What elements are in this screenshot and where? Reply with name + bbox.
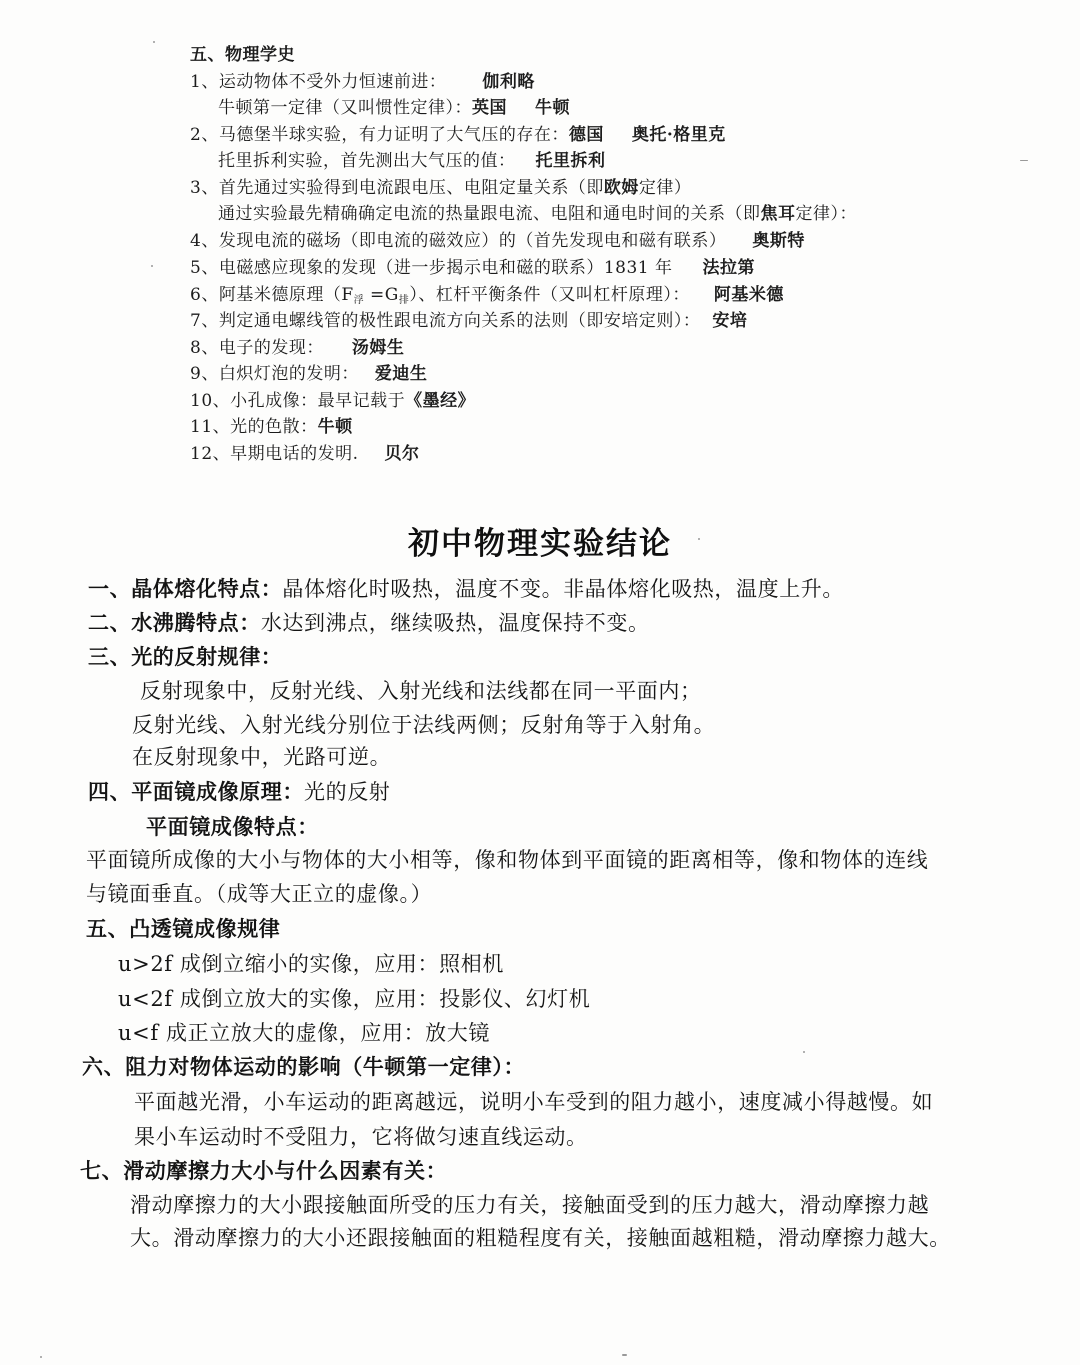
item-text: 托里拆利实验，首先测出大气压的值：: [218, 151, 516, 171]
scan-speck: [803, 1051, 805, 1053]
item-number: 6、: [190, 285, 219, 305]
scientist-name: 贝尔: [384, 444, 420, 464]
history-heading: 五、物理学史: [190, 45, 295, 65]
history-item-8: [190, 337, 404, 359]
item-text: 首先通过实验得到电流跟电压、电阻定量关系（即: [218, 178, 604, 198]
history-item-11: [190, 416, 353, 438]
book-name: 《墨经》: [405, 391, 476, 411]
history-item-1: [190, 71, 535, 93]
scan-speck: [153, 41, 155, 43]
history-item-7: [190, 310, 747, 332]
item-number: 10、: [190, 391, 231, 411]
scientist-name: 托里拆利: [535, 151, 606, 171]
scan-speck: [40, 1356, 42, 1358]
item-text: 运动物体不受外力恒速前进：: [218, 72, 447, 92]
subscript: 排: [398, 295, 410, 306]
item-text: 光的色散：: [230, 417, 318, 437]
scientist-name: 焦耳: [760, 204, 796, 224]
scientist-name: 阿基米德: [713, 285, 784, 305]
page-title: 初中物理实验结论: [408, 526, 672, 562]
section-4-line: 与镜面垂直。（成等大正立的虚像。）: [86, 882, 433, 906]
section-body: 光的反射: [304, 780, 391, 804]
item-tail: 定律）：: [795, 204, 857, 224]
section-heading: 七、滑动摩擦力大小与什么因素有关：: [80, 1158, 448, 1183]
scientist-name: 牛顿: [317, 417, 353, 437]
item-text: 阿基米德原理（F: [218, 285, 354, 305]
item-text: 早期电话的发明.: [230, 444, 359, 464]
history-item-2: [190, 124, 726, 146]
section-heading: 五、凸透镜成像规律: [86, 916, 281, 941]
section-6: [82, 1053, 525, 1081]
section-3-line: 反射现象中，反射光线、入射光线和法线都在同一平面内；: [140, 679, 702, 703]
scientist-name: 爱迪生: [374, 364, 428, 384]
scientist-name: 奥托·格里克: [631, 125, 726, 145]
section-body: 水达到沸点，继续吸热，温度保持不变。: [260, 611, 650, 635]
item-number: 4、: [190, 231, 219, 251]
section-5: [86, 915, 280, 943]
item-number: 7、: [190, 311, 219, 331]
item-text: 白炽灯泡的发明：: [218, 364, 359, 384]
scan-speck: [151, 265, 153, 267]
subheading: 平面镜成像特点：: [146, 814, 319, 839]
item-text: 牛顿第一定律（又叫惯性定律）：: [218, 98, 472, 118]
country-name: 德国: [568, 125, 604, 145]
section-7-line: 滑动摩擦力的大小跟接触面所受的压力有关，接触面受到的压力越大，滑动摩擦力越: [130, 1193, 930, 1217]
section-3-line: 在反射现象中，光路可逆。: [132, 745, 392, 769]
item-number: 5、: [190, 258, 219, 278]
subscript: 浮: [353, 295, 365, 306]
section-6-line: 平面越光滑，小车运动的距离越远，说明小车受到的阻力越小，速度减小得越慢。如: [134, 1090, 934, 1114]
history-item-10: [190, 390, 475, 412]
item-text: 小孔成像：最早记载于: [230, 391, 406, 411]
scan-speck: [622, 1354, 627, 1356]
history-item-9: [190, 363, 427, 385]
history-item-3: [190, 177, 691, 199]
scientist-name: 牛顿: [535, 98, 570, 118]
section-5-line: u<f 成正立放大的虚像，应用：放大镜: [118, 1021, 490, 1045]
item-text: 通过实验最先精确确定电流的热量跟电流、电阻和通电时间的关系（即: [218, 204, 761, 224]
scientist-name: 安培: [712, 311, 748, 331]
section-heading: 三、光的反射规律：: [88, 644, 283, 669]
item-text: 发现电流的磁场（即电流的磁效应）的（首先发现电和磁有联系）: [218, 231, 727, 251]
section-1: [88, 575, 844, 603]
scientist-name: 汤姆生: [351, 338, 405, 358]
item-text: 马德堡半球实验，有力证明了大气压的存在：: [218, 125, 569, 145]
scientist-name: 伽利略: [482, 72, 535, 92]
section-body: 晶体熔化时吸热，温度不变。非晶体熔化吸热，温度上升。: [282, 577, 845, 601]
item-text: 电磁感应现象的发现（进一步揭示电和磁的联系）1831 年: [218, 258, 673, 278]
scientist-name: 欧姆: [603, 178, 639, 198]
item-tail: 定律）: [638, 178, 692, 198]
item-number: 9、: [190, 364, 219, 384]
history-item-2b: [218, 150, 606, 172]
section-2: [88, 609, 650, 637]
section-3-line: 反射光线、入射光线分别位于法线两侧；反射角等于入射角。: [132, 713, 716, 737]
section-5-line: u>2f 成倒立缩小的实像，应用：照相机: [118, 952, 504, 976]
item-text: ）、杠杆平衡条件（又叫杠杆原理）：: [409, 285, 690, 305]
section-heading: 一、晶体熔化特点：: [88, 576, 283, 601]
section-6-line: 果小车运动时不受阻力，它将做匀速直线运动。: [134, 1125, 588, 1149]
section-heading: 六、阻力对物体运动的影响（牛顿第一定律）：: [82, 1054, 526, 1079]
section-heading: 四、平面镜成像原理：: [88, 779, 304, 804]
scientist-name: 法拉第: [702, 258, 755, 278]
item-number: 11、: [190, 417, 231, 437]
section-7-line: 大。滑动摩擦力的大小还跟接触面的粗糙程度有关，接触面越粗糙，滑动摩擦力越大。: [130, 1226, 951, 1250]
history-item-6: [190, 284, 784, 312]
item-number: 8、: [190, 338, 219, 358]
scientist-name: 奥斯特: [752, 231, 805, 251]
section-7: [80, 1157, 447, 1185]
item-number: 1、: [190, 72, 219, 92]
item-text: 判定通电螺线管的极性跟电流方向关系的法则（即安培定则）：: [218, 311, 701, 331]
history-item-4: [190, 230, 805, 252]
history-item-1b: [218, 97, 570, 119]
item-text: =G: [364, 285, 399, 305]
section-4: [88, 778, 390, 806]
section-3: [88, 643, 282, 671]
section-5-line: u<2f 成倒立放大的实像，应用：投影仪、幻灯机: [118, 987, 591, 1011]
country-name: 英国: [472, 98, 507, 118]
scan-speck: [698, 538, 700, 540]
item-text: 电子的发现：: [218, 338, 324, 358]
item-number: 2、: [190, 125, 219, 145]
scan-speck: [1020, 160, 1028, 161]
history-item-5: [190, 257, 755, 279]
history-item-3b: [218, 203, 857, 225]
section-4-line: 平面镜所成像的大小与物体的大小相等，像和物体到平面镜的距离相等，像和物体的连线: [86, 848, 929, 872]
history-item-12: [190, 443, 420, 465]
item-number: 12、: [190, 444, 231, 464]
section-4-subheading: [146, 813, 319, 841]
item-number: 3、: [190, 178, 219, 198]
section-heading: 二、水沸腾特点：: [88, 610, 261, 635]
